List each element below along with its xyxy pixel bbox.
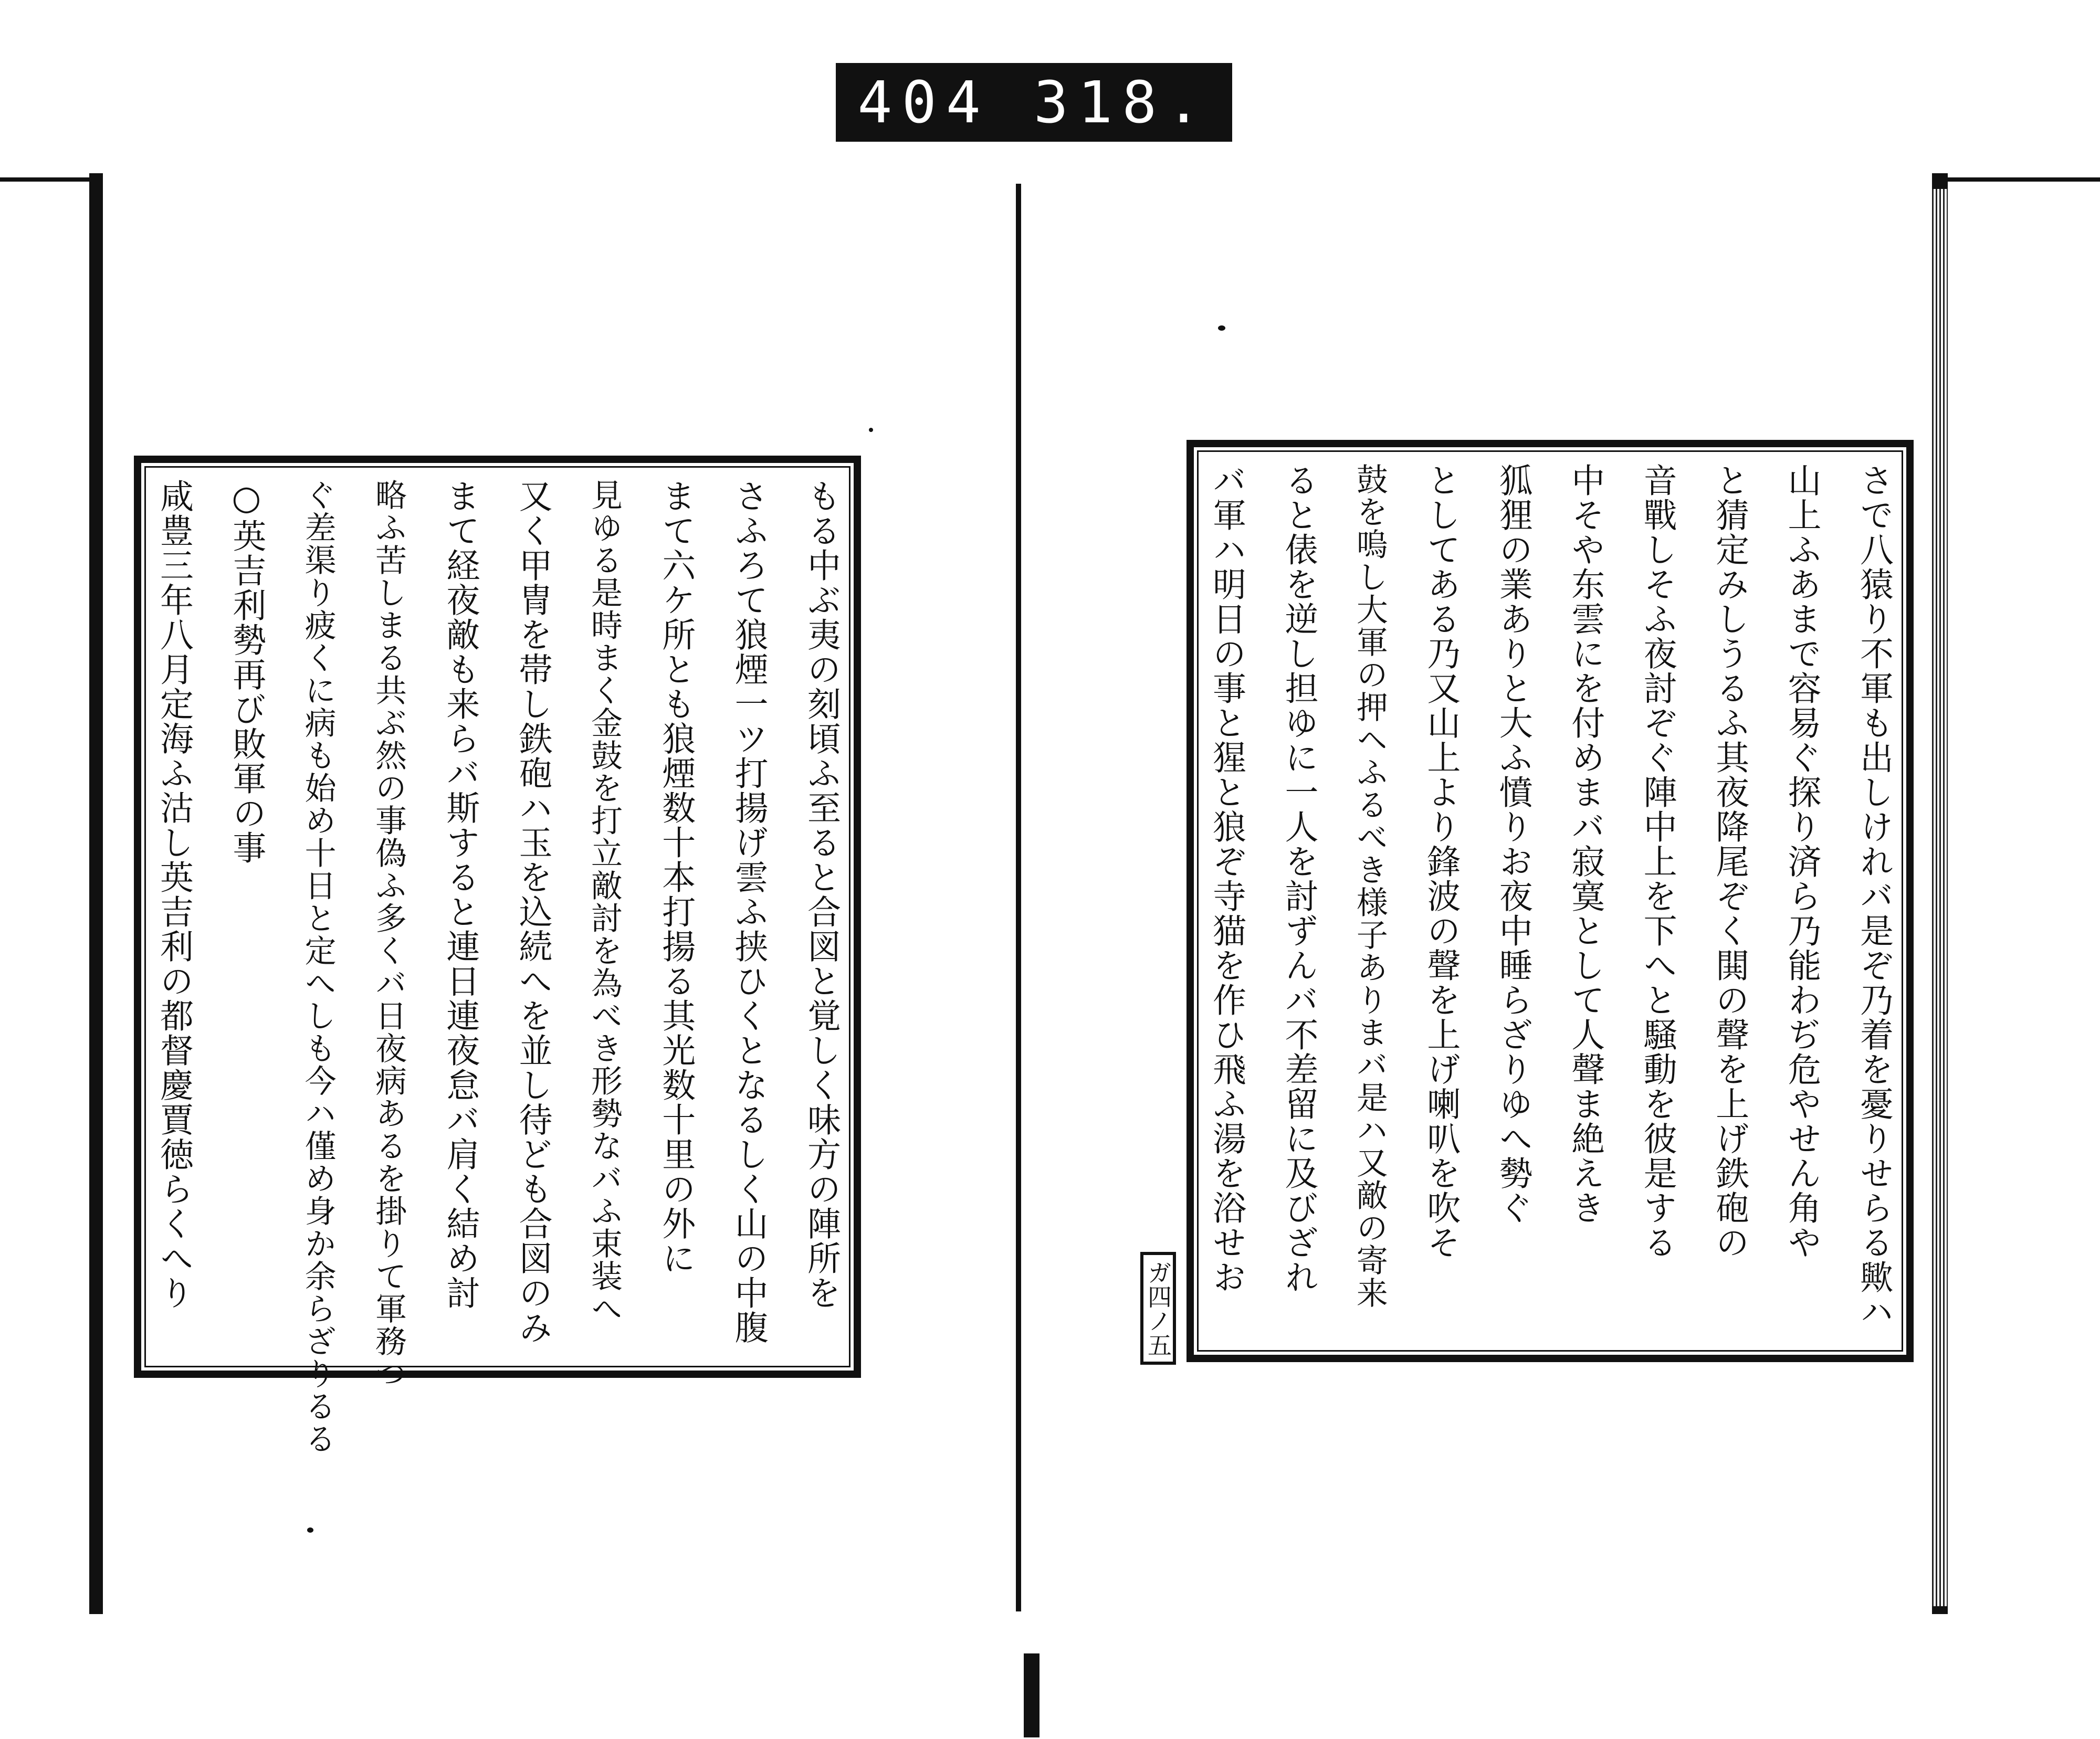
left-col-8: ぐ差渠り疲くに病も始め十日と定へしも今ハ僅め身か余らざりるる (299, 479, 337, 1455)
left-col-4: 見ゆる是時まく金鼓を打立敵討を為べき形勢なバふ束装へ (585, 479, 623, 1325)
heading-text: 英吉利勢再び敗軍の事 (227, 519, 266, 865)
right-page-text-block (1186, 440, 1914, 1362)
right-col-10: バ軍ハ明日の事と猩と狼ぞ寺猫を作ひ飛ふ湯を浴せお (1207, 463, 1246, 1294)
frame-number-left: 404 (857, 69, 991, 136)
right-col-3: と猜定みしうるふ其夜降尾ぞく閧の聲を上げ鉄砲の (1710, 463, 1749, 1260)
right-page-columns (1207, 463, 1893, 1339)
left-col-7: 略ふ苦しまる共ぶ然の事偽ふ多くバ日夜病あるを掛りて軍務つ (370, 479, 407, 1390)
right-page-edge (1932, 189, 1948, 1606)
left-col-1: もる中ぶ夷の刻頃ふ至ると合図と覚しく味方の陣所を (801, 479, 841, 1310)
book-spine (1016, 184, 1021, 1611)
page-number-tab: ガ四ノ五 (1140, 1252, 1176, 1365)
left-col-2: さふろて狼煙一ツ打揚げ雲ふ挟ひくとなるしく山の中腹 (729, 479, 768, 1345)
frame-number-right: 318. (1033, 69, 1211, 136)
speck-1 (1218, 325, 1225, 331)
speck-3 (869, 428, 873, 432)
left-col-5: 又く甲冑を帯し鉄砲ハ玉を込続へを並し待ども合図のみ (513, 479, 552, 1345)
left-col-last: 咸豊三年八月定海ふ沽し英吉利の都督慶賈徳らくへり (154, 479, 193, 1310)
spine-bottom-mark (1024, 1653, 1040, 1737)
right-col-8: 鼓を嗚し大軍の押ヘふるべき様子ありまバ是ハ又敵の寄来 (1351, 463, 1388, 1309)
right-col-4: 音戰しそふ夜討ぞぐ陣中上を下へと騒動を彼是する (1637, 463, 1677, 1260)
film-frame-label (836, 63, 1232, 142)
left-page-columns (154, 479, 841, 1455)
left-page-text-block (134, 456, 861, 1455)
right-col-6: 狐狸の業ありと大ふ憤りお夜中睡らざりゆへ勢ぐ (1493, 463, 1532, 1225)
right-col-5: 中そや东雲にを付めまバ寂寞として人聲ま絶えき (1566, 463, 1605, 1225)
right-col-7: としてある乃又山上より鋒波の聲を上げ喇叭を吹そ (1421, 463, 1461, 1260)
speck-2 (307, 1527, 313, 1533)
heading-circle-mark: ○ (227, 479, 266, 519)
left-col-3: まて六ケ所とも狼煙数十本打揚る其光数十里の外に (656, 479, 696, 1276)
section-heading (227, 479, 266, 1355)
right-col-2: 山上ふあまで容易ぐ探り済ら乃能わぢ危やせん角や (1782, 463, 1821, 1260)
right-col-1: さで八猿り不軍も出しけれバ是ぞ乃着を憂りせらる歟ハ (1854, 463, 1893, 1329)
left-col-6: まて経夜敵も来らバ斯すると連日連夜怠バ肩く結め討 (440, 479, 480, 1310)
right-col-9: ると俵を逆し担ゆに一人を討ずんバ不差留に及びざれ (1279, 463, 1318, 1294)
